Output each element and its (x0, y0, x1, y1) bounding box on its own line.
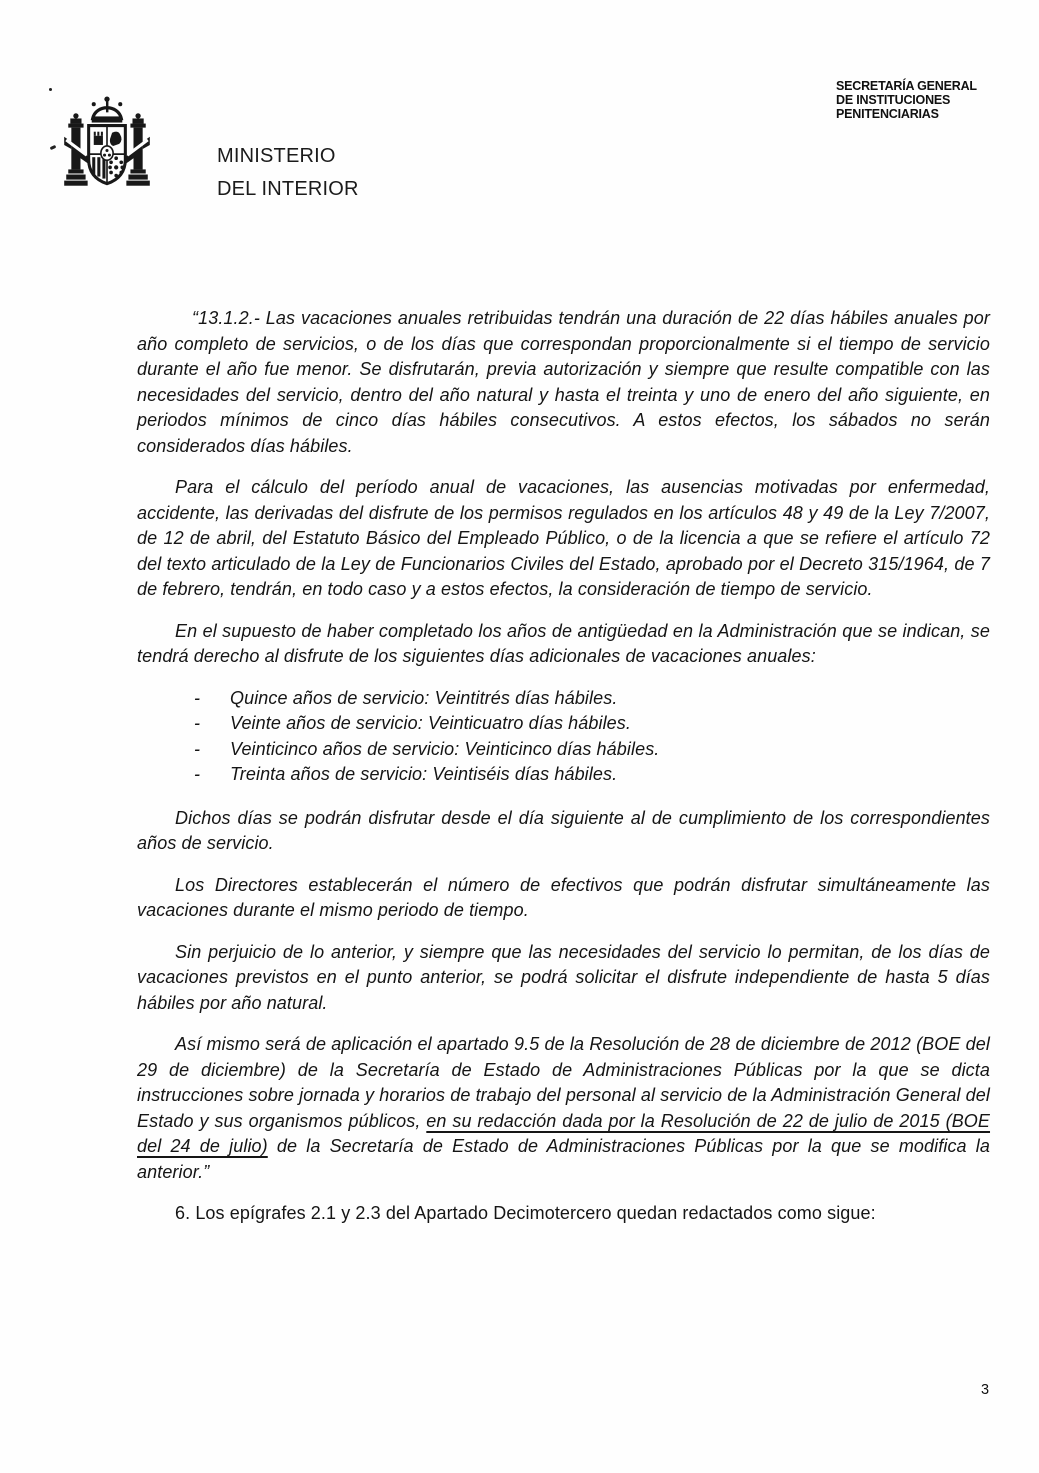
dash-marker: - (194, 764, 201, 784)
paragraph-calculo-vacaciones: Para el cálculo del período anual de vacaciones, las ausencias motivadas por enfermedad, accidente, las derivadas del disfrute de los permisos regulados en los artículos 48 y 49 de la Ley 7/2007, de 12 de abril, del Estatuto Básico del Empleado Público, o de la licencia a que se refiere el artículo 72 del texto articulado de la Ley de Funcionarios Civiles del Estado, aprobado por el Decreto 315/1964, de 7 de febrero, tendrán, en todo caso y a estos efectos, la consideración de tiempo de servicio. (137, 477, 990, 599)
paragraph-asi-mismo (137, 1032, 990, 1185)
page-number: 3 (981, 1382, 990, 1398)
paragraph-dichos-dias: Dichos días se podrán disfrutar desde el día siguiente al de cumplimiento de los correspondientes años de servicio. (137, 807, 990, 853)
document-body (137, 306, 990, 1227)
ministry-line-1: MINISTERIO (217, 145, 336, 167)
dash-marker: - (194, 738, 201, 759)
list-item-text: Veinticinco años de servicio: Veinticinco días hábiles. (230, 738, 660, 759)
list-item-text: Quince años de servicio: Veintitrés días hábiles. (230, 687, 618, 708)
list-item-text: Veinte años de servicio: Veinticuatro días hábiles. (230, 713, 631, 733)
paragraph-directores: Los Directores establecerán el número de efectivos que podrán disfrutar simultáneamente las vacaciones durante el mismo periodo de tiempo. (137, 874, 990, 920)
spain-coat-of-arms-icon (62, 94, 152, 201)
asi-mismo-post-text: de la Secretaría de Estado de Administraciones Públicas por la que se modifica la anterior.” (137, 1136, 990, 1182)
secretariat-line-1: SECRETARÍA GENERAL (836, 79, 977, 93)
ministry-line-2: DEL INTERIOR (217, 178, 359, 200)
secretariat-line-3: PENITENCIARIAS (836, 107, 939, 121)
paragraph-sin-perjuicio: Sin perjuicio de lo anterior, y siempre que las necesidades del servicio lo permitan, de los días de vacaciones previstos en el punto anterior, se podrá solicitar el disfrute independiente de hasta 5 días hábiles por año natural. (137, 941, 990, 1013)
underlined-resolution-text: en su redacción dada por la Resolución de 22 de julio de 2015 (BOE del 24 de julio) (137, 1110, 991, 1156)
list-item (194, 686, 990, 712)
paragraph-epigrafes: 6. Los epígrafes 2.1 y 2.3 del Apartado Decimotercero quedan redactados como sigue: (175, 1203, 876, 1223)
list-item (194, 762, 990, 788)
paragraph-antiguedad: En el supuesto de haber completado los años de antigüedad en la Administración que se indican, se tendrá derecho al disfrute de los siguientes días adicionales de vacaciones anuales: (137, 620, 990, 666)
dash-marker: - (194, 713, 201, 733)
paragraph-13-1-2: “13.1.2.- Las vacaciones anuales retribuidas tendrán una duración de 22 días hábiles anuales por año completo de servicios, o de los días que correspondan proporcionalmente si el tiempo de servicio durante el año fue menor. Se disfrutarán, previa autorización y siempre que resulte compatible con las necesidades del servicio, dentro del año natural y hasta el treinta y uno de enero del año siguiente, en periodos mínimos de cinco días hábiles consecutivos. A estos efectos, los sábados no serán considerados días hábiles. (137, 308, 990, 456)
secretariat-line-2: DE INSTITUCIONES (836, 93, 951, 107)
list-item (194, 711, 990, 737)
secretariat-block (836, 79, 977, 121)
asi-mismo-pre-text: Así mismo será de aplicación el apartado 9.5 de la Resolución de 28 de diciembre de 2012 (BOE del 29 de diciembre) de la Secretaría de Estado de Administraciones Públicas por la que se dicta instrucciones sobre jornada y horarios de trabajo del personal al servicio de la Administración General del Estado y sus organismos públicos, (137, 1034, 990, 1131)
list-item-text: Treinta años de servicio: Veintiséis días hábiles. (230, 764, 618, 784)
additional-days-list (137, 686, 990, 788)
ministry-title-block (217, 140, 359, 206)
scan-speck (49, 88, 52, 91)
scan-speck (50, 145, 57, 150)
list-item (194, 737, 990, 763)
dash-marker: - (194, 687, 201, 708)
